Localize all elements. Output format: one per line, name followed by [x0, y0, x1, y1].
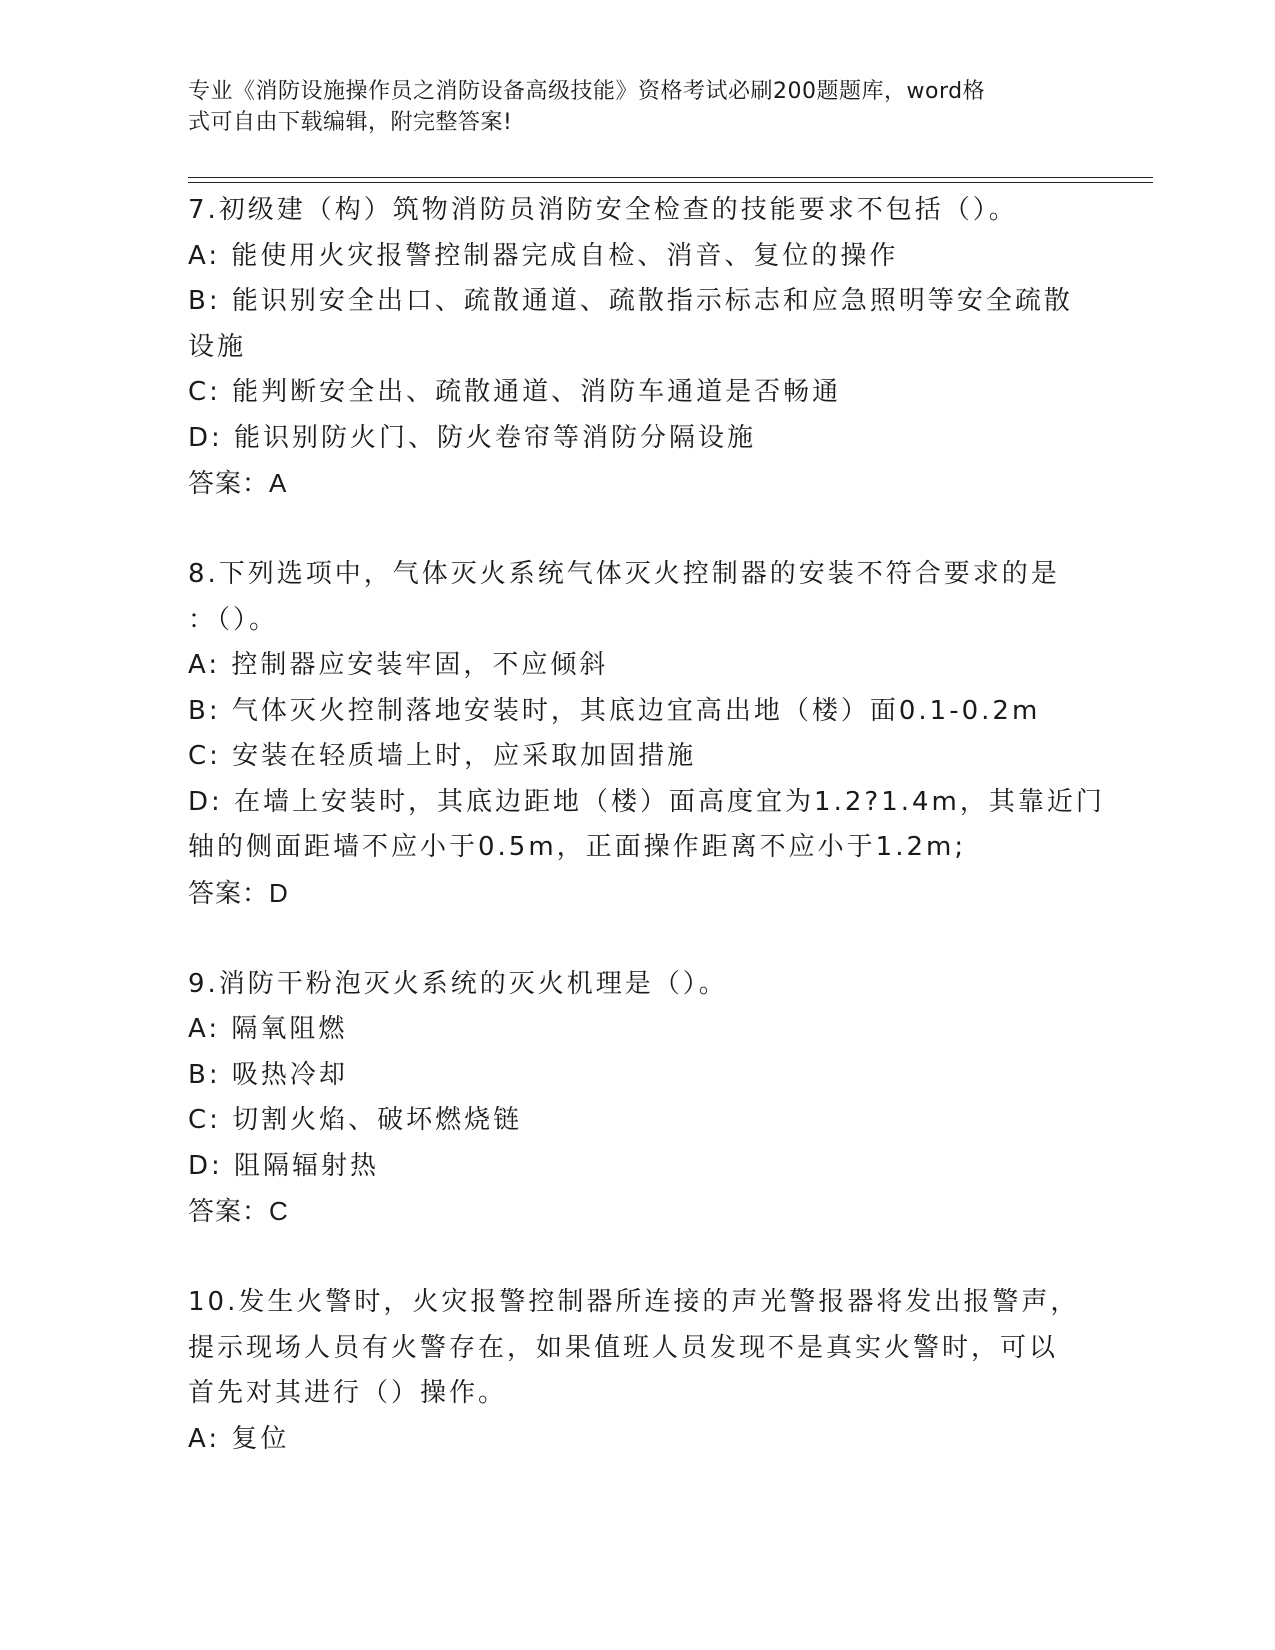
question-stem: 7.初级建（构）筑物消防员消防安全检查的技能要求不包括（）。 [188, 195, 1018, 225]
question-stem: 9.消防干粉泡灭火系统的灭火机理是（）。 [188, 968, 728, 999]
option-b: B: 能识别安全出口、疏散通道、疏散指示标志和应急照明等安全疏散 [188, 286, 1073, 316]
option-d: D: 在墙上安装时，其底边距地（楼）面高度宜为1.2?1.4m，其靠近门 [188, 786, 1105, 817]
question-7 [188, 188, 1088, 507]
option-b: B: 气体灭火控制落地安装时，其底边宜高出地（楼）面0.1-0.2m [188, 695, 1041, 726]
option-b-cont: 设施 [188, 331, 247, 362]
header-line-1: 专业《消防设施操作员之消防设备高级技能》资格考试必刷200题题库，word格 [188, 79, 986, 104]
question-9 [188, 962, 1088, 1235]
option-d: D: 能识别防火门、防火卷帘等消防分隔设施 [188, 422, 757, 453]
option-c: C: 能判断安全出、疏散通道、消防车通道是否畅通 [188, 377, 842, 407]
question-stem-cont: 首先对其进行（）操作。 [188, 1378, 508, 1408]
header-divider-bottom [188, 182, 1153, 183]
option-b: B: 吸热冷却 [188, 1059, 348, 1090]
option-a: A: 控制器应安装牢固，不应倾斜 [188, 650, 609, 680]
option-c: C: 切割火焰、破坏燃烧链 [188, 1105, 523, 1135]
question-list [188, 188, 1105, 1462]
answer: 答案：D [188, 877, 289, 908]
question-stem: 8.下列选项中，气体灭火系统气体灭火控制器的安装不符合要求的是 [188, 559, 1060, 589]
option-a: A: 复位 [188, 1423, 290, 1454]
question-stem: 10.发生火警时，火灾报警控制器所连接的声光警报器将发出报警声， [188, 1287, 1080, 1317]
question-stem-cont: 提示现场人员有火警存在，如果值班人员发现不是真实火警时，可以 [188, 1332, 1059, 1363]
question-10 [188, 1280, 1088, 1462]
option-d: D: 阻隔辐射热 [188, 1150, 380, 1181]
option-a: A: 能使用火灾报警控制器完成自检、消音、复位的操作 [188, 240, 899, 271]
option-c: C: 安装在轻质墙上时，应采取加固措施 [188, 741, 697, 771]
option-a: A: 隔氧阻燃 [188, 1014, 348, 1044]
question-gap [188, 1235, 1088, 1281]
option-d-cont: 轴的侧面距墙不应小于0.5m，正面操作距离不应小于1.2m; [188, 832, 967, 862]
answer: 答案：C [188, 1196, 289, 1226]
header-divider-top [188, 177, 1153, 178]
answer: 答案：A [188, 468, 288, 498]
document-header [188, 76, 1068, 138]
question-8 [188, 552, 1105, 916]
header-line-2: 式可自由下载编辑，附完整答案! [188, 110, 513, 135]
question-stem-cont: ：（）。 [188, 604, 279, 635]
question-gap [188, 507, 1088, 553]
question-gap [188, 916, 1088, 962]
